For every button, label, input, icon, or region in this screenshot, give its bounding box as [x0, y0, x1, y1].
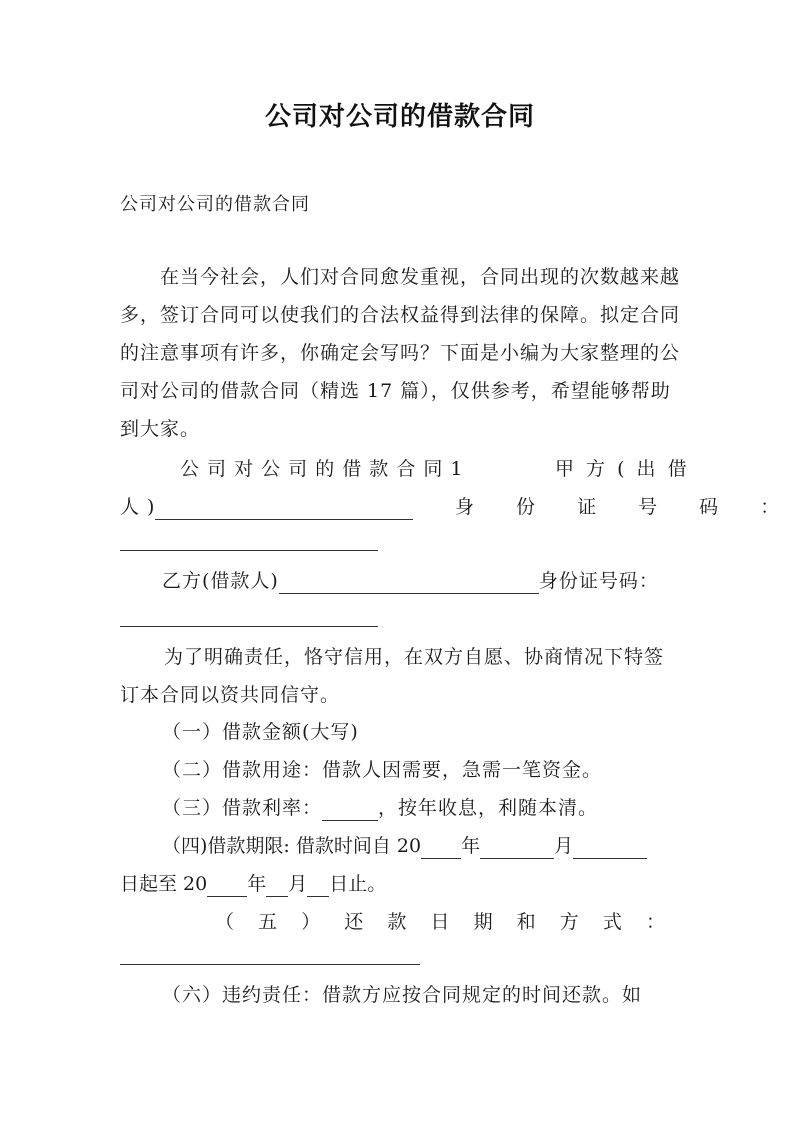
intro-paragraph: 在当今社会，人们对合同愈发重视，合同出现的次数越来越多，签订合同可以使我们的合法权益得到法律的保障。拟定合同的注意事项有许多，你确定会写吗？下面是小编为大家整理的公司对公司的借款合同（精选 17 篇），仅供参考，希望能够帮助到大家。 — [120, 266, 681, 440]
item-5 — [215, 903, 665, 941]
item-3-label: （三）借款利率： — [162, 797, 323, 819]
start-month-blank[interactable] — [480, 834, 554, 859]
item-5-char: 日 — [430, 911, 450, 933]
item-4-year: 年 — [461, 835, 481, 857]
document-subtitle: 公司对公司的借款合同 — [120, 194, 310, 215]
start-day-blank[interactable] — [573, 834, 647, 859]
item-5-char: 还 — [344, 911, 364, 933]
party-b-id-blank[interactable] — [120, 626, 378, 627]
end-year-blank[interactable] — [207, 872, 247, 897]
party-a-name-blank[interactable] — [155, 495, 413, 520]
id-label-a: 身 份 证 号 码 ： — [455, 496, 798, 518]
item-5-char: 式 — [602, 911, 622, 933]
party-a-label: 甲 方 ( 出 借 — [555, 458, 690, 480]
repayment-method-blank[interactable] — [120, 964, 420, 965]
item-5-char: 五 — [258, 911, 278, 933]
party-b-row — [162, 562, 659, 600]
page-title: 公司对公司的借款合同 — [264, 102, 535, 132]
party-a-label-cont — [120, 488, 413, 526]
item-4-line2-year: 年 — [247, 873, 267, 895]
id-label-b: 身份证号码： — [538, 570, 659, 592]
item-5-char: （ — [215, 911, 235, 933]
item-5-char: 款 — [387, 911, 407, 933]
item-2: （二）借款用途：借款人因需要，急需一笔资金。 — [162, 759, 603, 781]
item-6: （六）违约责任：借款方应按合同规定的时间还款。如 — [162, 984, 643, 1006]
item-4 — [162, 827, 647, 865]
item-1: （一）借款金额(大写) — [162, 721, 359, 743]
item-4-line2 — [120, 865, 386, 903]
party-a-id-blank[interactable] — [120, 550, 378, 551]
item-5-char: 和 — [516, 911, 536, 933]
item-4-month: 月 — [554, 835, 574, 857]
end-day-blank[interactable] — [307, 872, 329, 897]
end-month-blank[interactable] — [266, 872, 288, 897]
item-3-rest: ，按年收息，利随本清。 — [378, 797, 599, 819]
interest-rate-blank[interactable] — [322, 796, 378, 821]
item-4-line2-label: 日起至 20 — [120, 873, 208, 895]
party-b-label: 乙方(借款人) — [162, 570, 279, 592]
item-3 — [162, 789, 598, 827]
item-5-char: ： — [645, 911, 665, 933]
party-a-label-text: 人 ) — [120, 496, 156, 518]
contract-heading: 公 司 对 公 司 的 借 款 合 同 1 — [180, 458, 464, 480]
item-4-line2-month: 月 — [288, 873, 308, 895]
party-b-name-blank[interactable] — [279, 569, 539, 594]
item-5-char: 期 — [473, 911, 493, 933]
item-5-char: 方 — [559, 911, 579, 933]
item-4-line2-end: 日止。 — [329, 873, 387, 895]
item-4-label: （四)借款期限: 借款时间自 20 — [162, 835, 422, 857]
purpose-paragraph: 为了明确责任，恪守信用，在双方自愿、协商情况下特签订本合同以资共同信守。 — [120, 646, 665, 706]
start-year-blank[interactable] — [421, 834, 461, 859]
item-5-char: ） — [301, 911, 321, 933]
